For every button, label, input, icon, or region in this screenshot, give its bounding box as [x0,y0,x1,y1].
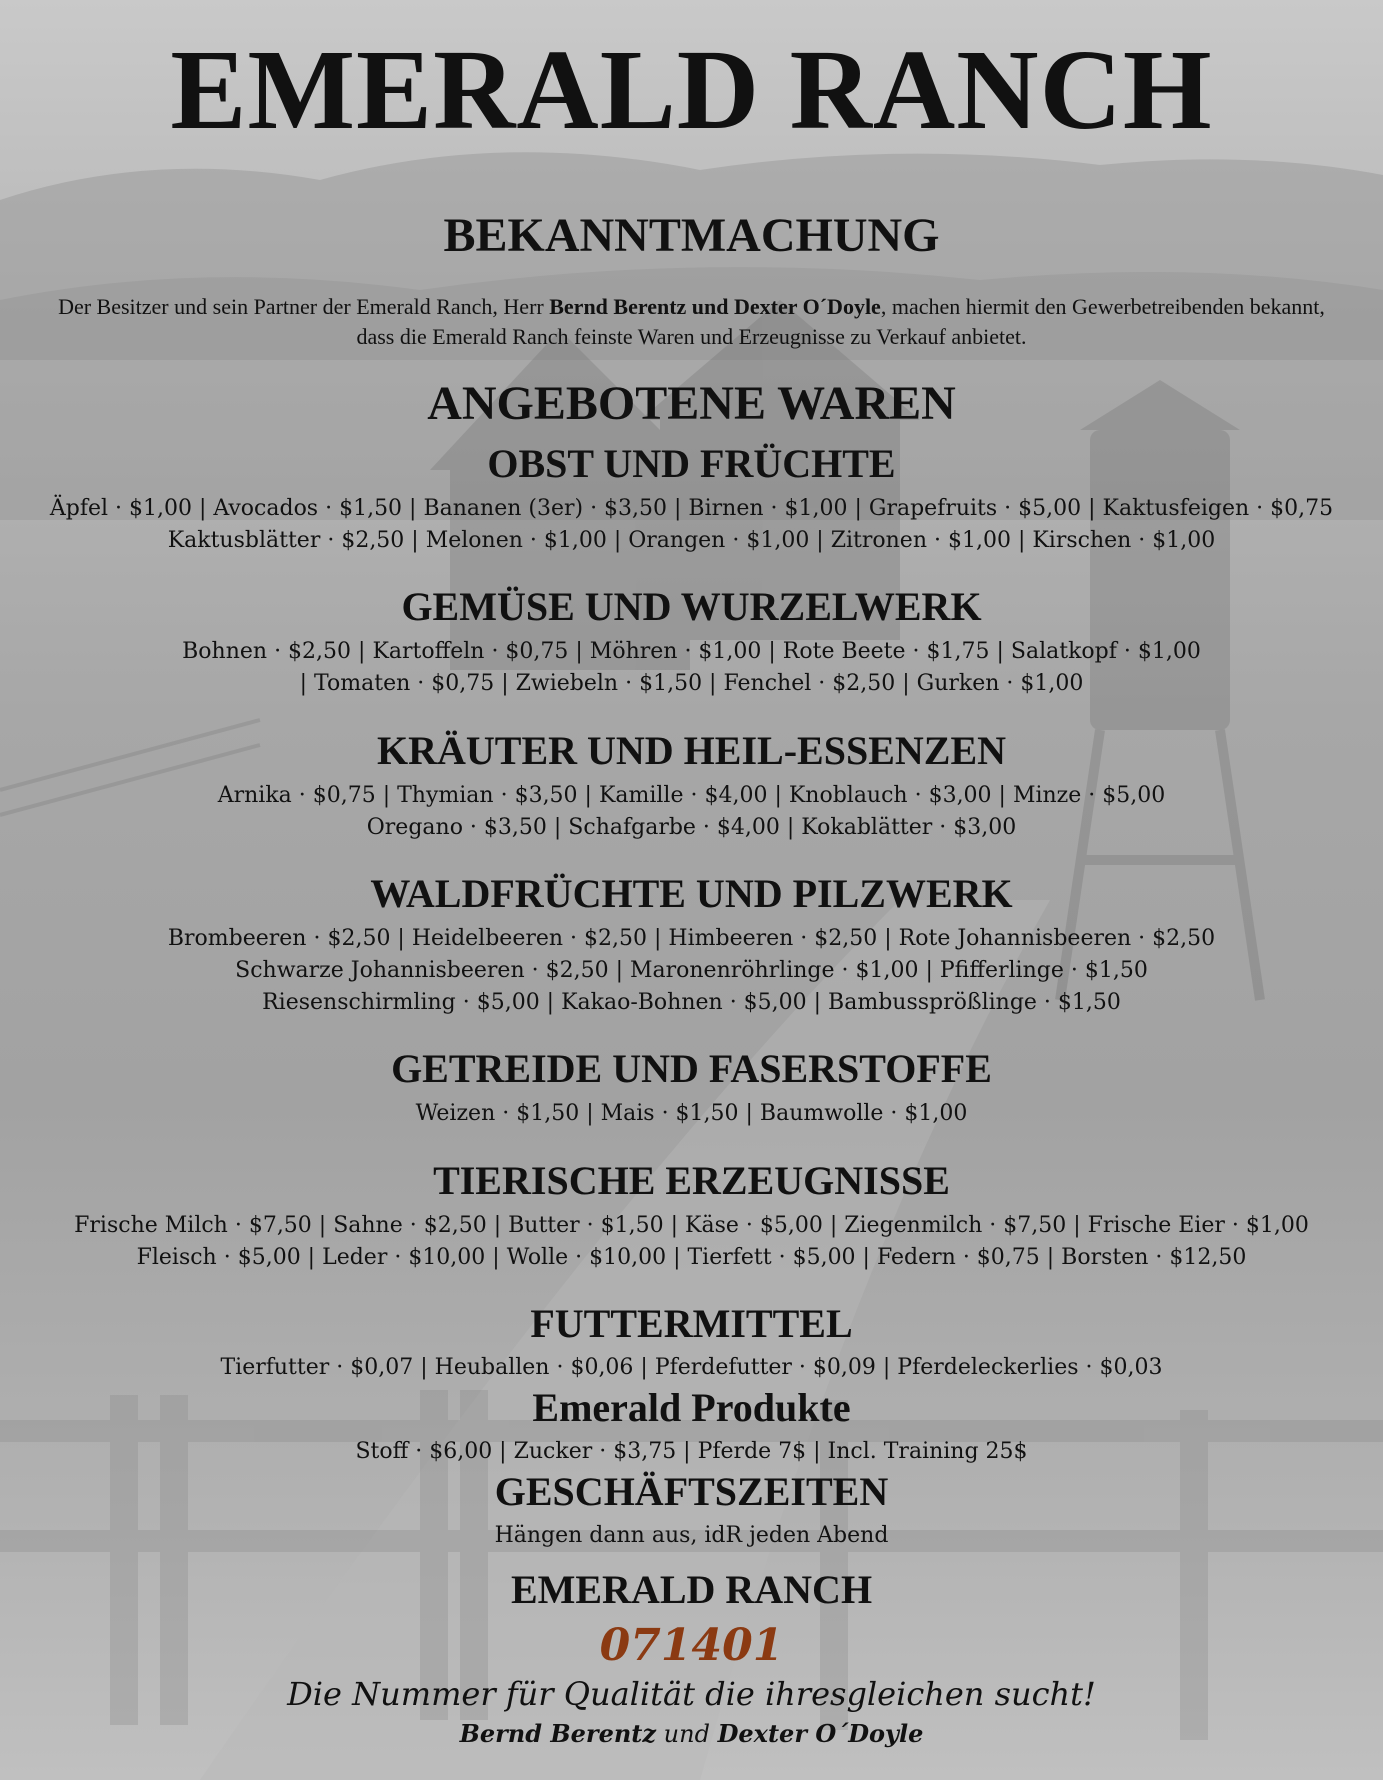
signature-name-1: Bernd Berentz [459,1719,657,1748]
signature-and: und [663,1720,710,1748]
vegetables-line: Bohnen · $2,50 | Kartoffeln · $0,75 | Möhren · $1,00 | Rote Beete · $1,75 | Salatkopf · $1,00 [182,639,1201,664]
fruits-line: Kaktusblätter · $2,50 | Melonen · $1,00 | Orangen · $1,00 | Zitronen · $1,00 | Kirschen · $1,00 [167,528,1216,553]
intro-after: , machen hiermit den Gewerbetreibenden bekannt, dass die Emerald Ranch feinste Waren und Erzeugnisse zu Verkauf anbietet. [356,294,1325,349]
fruits-line: Äpfel · $1,00 | Avocados · $1,50 | Bananen (3er) · $3,50 | Birnen · $1,00 | Grapefruits · $5,00 | Kaktusfeigen · $0,75 [49,496,1334,521]
ranch-title: EMERALD RANCH [170,26,1213,153]
herbs-line: Oregano · $3,50 | Schafgarbe · $4,00 | Kokablätter · $3,00 [366,815,1017,840]
animal-line: Frische Milch · $7,50 | Sahne · $2,50 | Butter · $1,50 | Käse · $5,00 | Ziegenmilch · $7,50 | Frische Eier · $1,00 [74,1213,1309,1238]
intro-before: Der Besitzer und sein Partner der Emerald Ranch, Herr [58,294,550,319]
offered-goods-heading: ANGEBOTENE WAREN [427,377,956,430]
notice-heading: BEKANNTMACHUNG [443,209,940,262]
forest-line: Riesenschirmling · $5,00 | Kakao-Bohnen · $5,00 | Bambussprößlinge · $1,50 [262,990,1121,1015]
section-title-forest: WALDFRÜCHTE UND PILZWERK [370,871,1013,916]
section-title-fruits: OBST UND FRÜCHTE [487,441,896,486]
feed-line: Tierfutter · $0,07 | Heuballen · $0,06 | Pferdefutter · $0,09 | Pferdeleckerlies · $0,03 [220,1355,1163,1380]
section-title-herbs: KRÄUTER UND HEIL-ESSENZEN [376,728,1007,773]
slogan: Die Nummer für Qualität die ihresgleichen sucht! [287,1675,1096,1713]
grain-line: Weizen · $1,50 | Mais · $1,50 | Baumwolle · $1,00 [415,1101,968,1126]
section-title-feed: FUTTERMITTEL [530,1301,853,1346]
animal-line: Fleisch · $5,00 | Leder · $10,00 | Wolle · $10,00 | Tierfett · $5,00 | Federn · $0,75 | Borsten · $12,50 [136,1245,1247,1270]
forest-line: Brombeeren · $2,50 | Heidelbeeren · $2,50 | Himbeeren · $2,50 | Rote Johannisbeeren · $2,50 [167,926,1216,951]
herbs-line: Arnika · $0,75 | Thymian · $3,50 | Kamille · $4,00 | Knoblauch · $3,00 | Minze · $5,00 [217,783,1166,808]
signature-name-2: Dexter O´Doyle [717,1719,924,1748]
intro-owners: Bernd Berentz und Dexter O´Doyle [549,294,881,319]
section-title-grain: GETREIDE UND FASERSTOFFE [391,1046,992,1091]
signature [0,1718,1383,1750]
section-title-products: Emerald Produkte [532,1385,851,1430]
section-title-animal: TIERISCHE ERZEUGNISSE [433,1158,950,1203]
footer-ranch-name: EMERALD RANCH [510,1567,873,1612]
intro-text [40,292,1343,352]
hours-line: Hängen dann aus, idR jeden Abend [494,1523,889,1548]
section-title-hours: GESCHÄFTSZEITEN [494,1469,889,1514]
vegetables-line: | Tomaten · $0,75 | Zwiebeln · $1,50 | Fenchel · $2,50 | Gurken · $1,00 [299,671,1084,696]
ranch-number: 071401 [599,1620,784,1671]
forest-line: Schwarze Johannisbeeren · $2,50 | Maronenröhrlinge · $1,00 | Pfifferlinge · $1,50 [235,958,1148,983]
section-title-vegetables: GEMÜSE UND WURZELWERK [401,584,982,629]
products-line: Stoff · $6,00 | Zucker · $3,75 | Pferde 7$ | Incl. Training 25$ [355,1439,1028,1464]
